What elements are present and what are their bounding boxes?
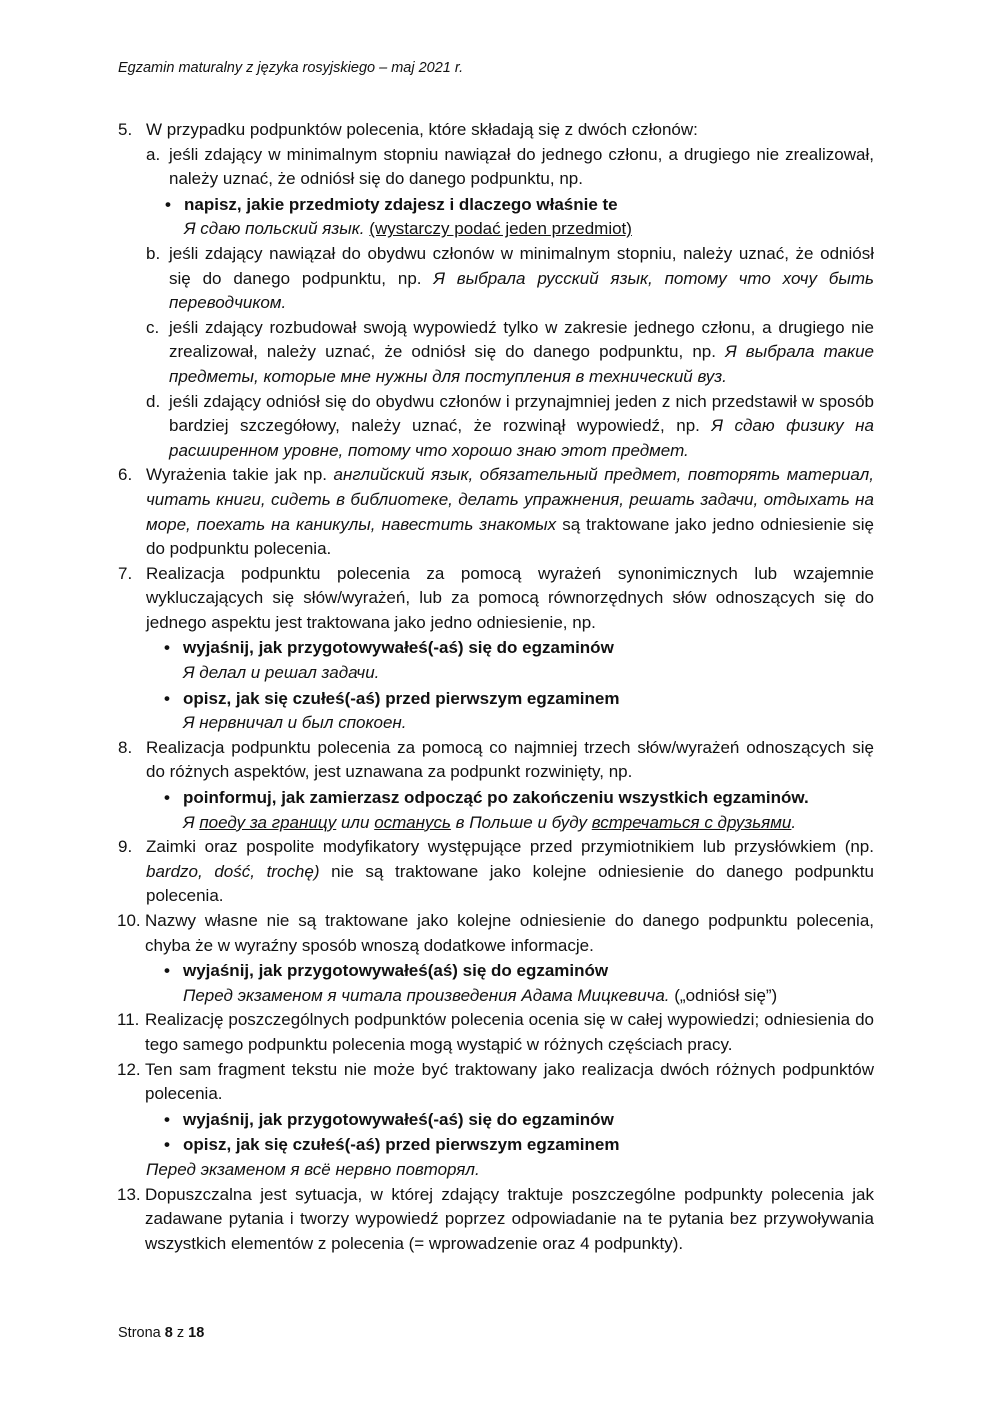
bullet-item xyxy=(164,636,874,661)
bullet-dot-icon: • xyxy=(164,638,170,658)
page-footer xyxy=(118,1325,204,1341)
bullet-dot-icon: • xyxy=(164,1109,170,1129)
subitem-label: c. xyxy=(146,317,160,337)
list-item-5 xyxy=(118,118,874,143)
bullet-text: poinformuj, jak zamierzasz odpocząć po zakończeniu wszystkich egzaminów. xyxy=(183,788,809,808)
subitem-c xyxy=(146,316,874,390)
item-number: 13. xyxy=(117,1184,141,1204)
item-text: Zaimki oraz pospolite modyfikatory występujące przed przymiotnikiem lub przysłówkiem (np. bardzo, dość, trochę) nie są traktowane jako kolejne odniesienie do danego podpunktu polecenia. xyxy=(146,837,874,906)
example-text: Я нервничал и был спокоен. xyxy=(183,713,407,733)
subitem-a xyxy=(146,143,874,192)
list-item-12 xyxy=(118,1058,874,1107)
subitem-label: d. xyxy=(146,391,161,411)
example-italic: Я сдаю физику на расширенном уровне, потому что хорошо знаю этот предмет. xyxy=(169,416,874,460)
example-italic: Я выбрала русский язык, потому что хочу быть переводчиком. xyxy=(169,268,874,313)
list-item-13 xyxy=(118,1183,874,1257)
example-note: („odniósł się”) xyxy=(674,985,778,1005)
subitem-b xyxy=(146,242,874,316)
item-text: W przypadku podpunktów polecenia, które składają się z dwóch członów: xyxy=(146,120,698,139)
bullet-dot-icon: • xyxy=(164,688,170,708)
bullet-dot-icon: • xyxy=(164,961,170,981)
item-number: 6. xyxy=(118,465,133,485)
bullet-text: opisz, jak się czułeś(-aś) przed pierwszym egzaminem xyxy=(183,1135,620,1155)
subitem-text: jeśli zdający w minimalnym stopniu nawiązał do jednego członu, a drugiego nie zrealizował, należy uznać, że odniósł się do danego podpunktu, np. xyxy=(169,144,874,189)
item-text: Dopuszczalna jest sytuacja, w której zdający traktuje poszczególne podpunkty polecenia jak zadawane pytania i tworzy wypowiedź poprzez odpowiadanie na te pytania bez przywoływania wszystkich elementów z polecenia (= wprowadzenie oraz 4 podpunkty). xyxy=(145,1184,874,1253)
bullet-item xyxy=(164,786,874,811)
item-text: Ten sam fragment tekstu nie może być traktowany jako realizacja dwóch różnych podpunktów polecenia. xyxy=(145,1059,874,1104)
list-item-11 xyxy=(118,1008,874,1057)
list-item-6 xyxy=(118,463,874,561)
bullet-text: opisz, jak się czułeś(-aś) przed pierwszym egzaminem xyxy=(183,688,620,708)
bullet-text: napisz, jakie przedmioty zdajesz i dlaczego właśnie te xyxy=(184,194,618,214)
example-text: Я делал и решал задачи. xyxy=(183,663,380,683)
item-number: 8. xyxy=(118,737,133,757)
subitem-d xyxy=(146,390,874,464)
subitem-label: a. xyxy=(146,144,161,164)
item-number: 5. xyxy=(118,120,133,139)
bullet-dot-icon: • xyxy=(164,1135,170,1155)
page-header: Egzamin maturalny z języka rosyjskiego – maj 2021 r. xyxy=(118,60,464,76)
example-text xyxy=(184,217,874,242)
example-note: (wystarczy podać jeden przedmiot) xyxy=(369,219,632,239)
bullet-text: wyjaśnij, jak przygotowywałeś(-aś) się do egzaminów xyxy=(183,1109,614,1129)
example-text: Я поеду за границу или останусь в Польше и буду встречаться с друзьями. xyxy=(183,812,797,832)
page-number: 8 xyxy=(164,1325,173,1341)
bullet-item xyxy=(164,687,874,712)
example-text: Перед экзаменом я всё нервно повторял. xyxy=(146,1159,480,1179)
subitem-text: jeśli zdający rozbudował swoją wypowiedź tylko w zakresie jednego członu, a drugiego nie zrealizował, należy uznać, że odniósł się do danego podpunktu, np. Я выбрала такие предметы, которые мне нужны для поступления в технический вуз. xyxy=(169,317,874,386)
item-text: Nazwy własne nie są traktowane jako kolejne odniesienie do danego podpunktu polecenia, chyba że w wyraźny sposób wnoszą dodatkowe informacje. xyxy=(145,911,874,955)
bullet-item xyxy=(164,1108,874,1133)
list-item-8 xyxy=(118,736,874,785)
item-text: Wyrażenia takie jak np. английский язык, обязательный предмет, повторять материал, читать книги, сидеть в библиотеке, делать упражнения, решать задачи, отдыхать на море, поехать на каникулы, навестить знакомых są traktowane jako jedno odniesienie się do podpunktu polecenia. xyxy=(146,465,874,559)
list-item-10 xyxy=(118,909,874,958)
document-body xyxy=(118,118,874,1256)
item-number: 12. xyxy=(117,1059,141,1079)
bullet-text: wyjaśnij, jak przygotowywałeś(-aś) się do egzaminów xyxy=(183,638,614,658)
page-total: 18 xyxy=(188,1325,205,1341)
item-number: 10. xyxy=(117,911,141,930)
item-text: Realizacja podpunktu polecenia za pomocą wyrażeń synonimicznych lub wzajemnie wykluczających się słów/wyrażeń, lub za pomocą równorzędnych słów odnoszących się do jednego aspektu jest traktowana jako jedno odniesienie, np. xyxy=(146,563,874,632)
example-italic: английский язык, обязательный предмет, повторять материал, читать книги, сидеть в библиотеке, делать упражнения, решать задачи, отдыхать на море, поехать на каникулы, навестить знакомых xyxy=(146,465,874,534)
item-text: Realizację poszczególnych podpunktów polecenia ocenia się w całej wypowiedzi; odniesienia do tego samego podpunktu polecenia mogą wystąpić w różnych częściach pracy. xyxy=(145,1010,874,1054)
subitem-text: jeśli zdający nawiązał do obydwu członów w minimalnym stopniu, należy uznać, że odniósł się do danego podpunktu, np. Я выбрала русский язык, потому что хочу быть переводчиком. xyxy=(169,243,874,313)
example-italic: bardzo, dość, trochę) xyxy=(146,861,320,881)
list-item-9 xyxy=(118,835,874,909)
example-italic: Я сдаю польский язык. xyxy=(184,219,365,239)
item-number: 7. xyxy=(118,563,133,583)
bullet-text: wyjaśnij, jak przygotowywałeś(aś) się do egzaminów xyxy=(183,961,609,981)
bullet-dot-icon: • xyxy=(165,194,171,214)
item-text: Realizacja podpunktu polecenia za pomocą co najmniej trzech słów/wyrażeń odnoszących się do różnych aspektów, jest uznawana za podpunkt rozwinięty, np. xyxy=(146,737,874,782)
bullet-item xyxy=(164,1133,874,1158)
item-number: 9. xyxy=(118,837,133,857)
subitem-text: jeśli zdający odniósł się do obydwu członów i przynajmniej jeden z nich przedstawił w sposób bardziej szczegółowy, należy uznać, że rozwinął wypowiedź, np. Я сдаю физику на расширенном уровне, потому что хорошо знаю этот предмет. xyxy=(169,391,874,460)
subitem-label: b. xyxy=(146,243,161,263)
item-number: 11. xyxy=(117,1010,140,1030)
bullet-item xyxy=(164,959,874,984)
example-italic: Я выбрала такие предметы, которые мне нужны для поступления в технический вуз. xyxy=(169,342,874,386)
list-item-7 xyxy=(118,562,874,636)
bullet-item xyxy=(165,193,874,218)
page-label: Strona xyxy=(118,1325,161,1341)
bullet-dot-icon: • xyxy=(164,788,170,808)
example-text: Перед экзаменом я читала произведения Адама Мицкевича. („odniósł się”) xyxy=(183,985,778,1005)
page-separator: z xyxy=(176,1325,185,1341)
